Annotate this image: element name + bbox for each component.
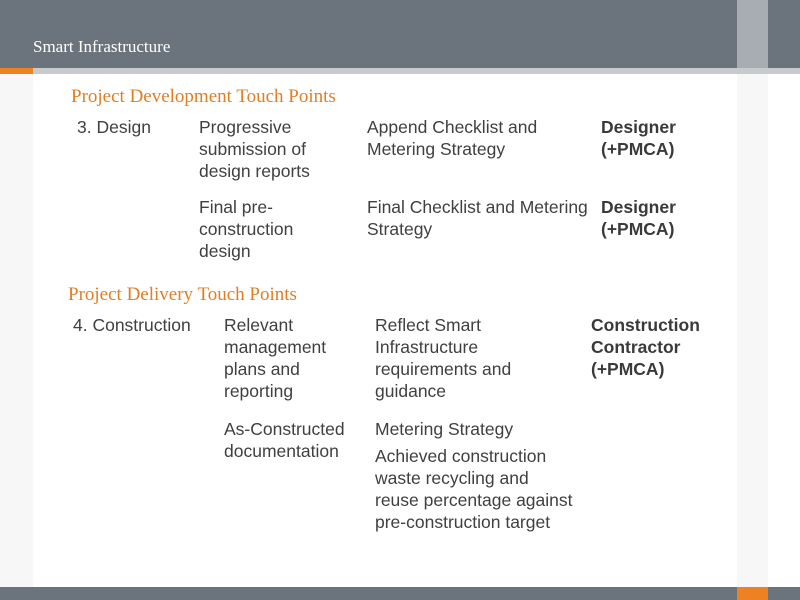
construction-requirement-1: Reflect Smart Infrastructure requirements and guidance [375, 315, 512, 401]
construction-responsible-1: Construction Contractor (+PMCA) [591, 315, 700, 379]
development-heading: Project Development Touch Points [71, 86, 336, 107]
footer-bar [0, 587, 800, 600]
slide-title: Smart Infrastructure [33, 37, 171, 56]
construction-requirement-2a: Metering Strategy [375, 419, 514, 439]
construction-activity-2: As-Constructed documentation [224, 419, 345, 461]
right-margin-band [737, 74, 768, 587]
delivery-heading: Project Delivery Touch Points [68, 284, 297, 305]
left-margin-band [0, 74, 33, 587]
design-requirement-1: Append Checklist and Metering Strategy [367, 117, 538, 159]
design-activity-2: Final pre-construction design [199, 197, 294, 261]
header-rule [0, 68, 800, 74]
construction-activity-1: Relevant management plans and reporting [224, 315, 327, 401]
design-activity-1: Progressive submission of design reports [199, 117, 310, 181]
construction-requirement-2b: Achieved construction waste recycling and reuse percentage against pre-construction target [375, 446, 573, 532]
footer-accent [737, 587, 768, 600]
header-bar [0, 0, 800, 68]
design-responsible-1: Designer (+PMCA) [601, 117, 676, 159]
header-stripe [737, 0, 768, 68]
design-requirement-2: Final Checklist and Metering Strategy [367, 197, 588, 239]
design-responsible-2: Designer (+PMCA) [601, 197, 676, 239]
design-stage-label: 3. Design [77, 117, 151, 137]
construction-stage-label: 4. Construction [73, 315, 191, 335]
